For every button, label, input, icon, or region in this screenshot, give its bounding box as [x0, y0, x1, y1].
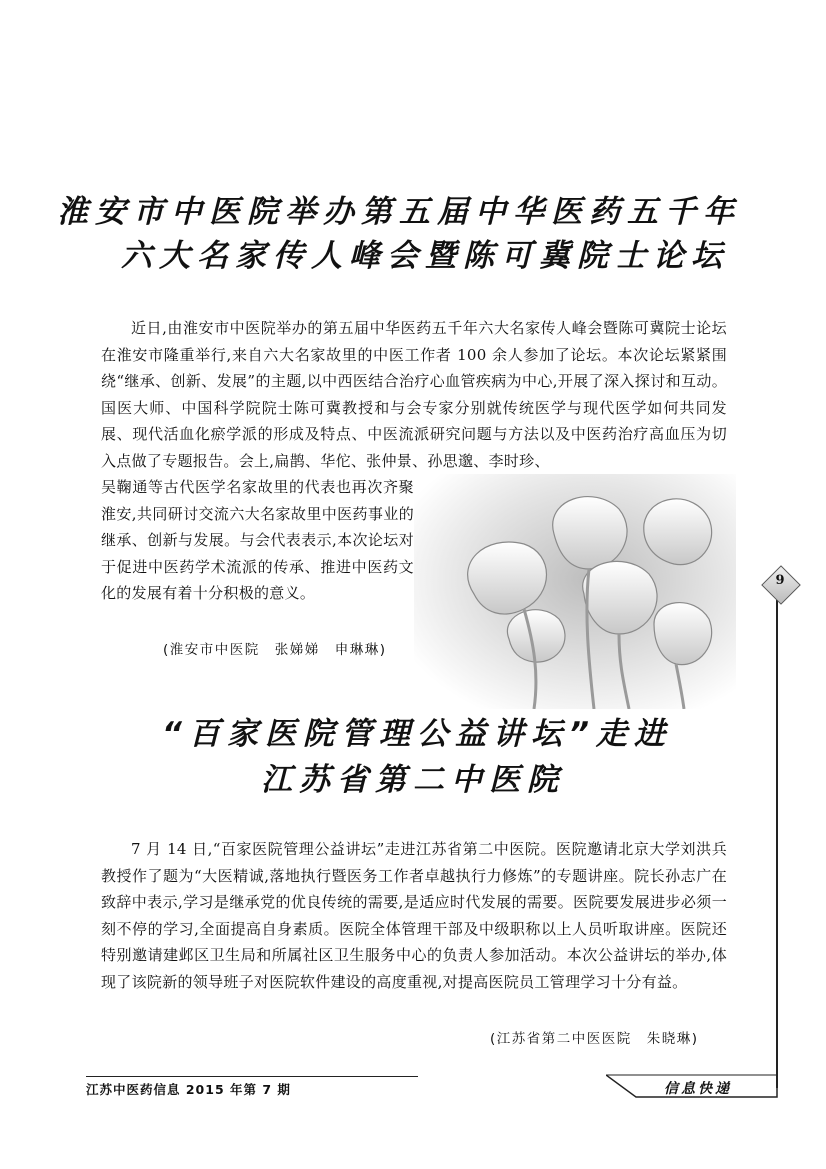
article1-title-line2: 六大名家传人峰会暨陈可冀院士论坛: [121, 238, 729, 274]
margin-rule: [776, 600, 778, 1088]
article2-byline: (江苏省第二中医医院 朱晓琳): [490, 1031, 699, 1047]
page-number: 9: [775, 573, 785, 588]
tulips-photo: [414, 474, 736, 709]
footer-rule: [86, 1076, 418, 1077]
journal-issue: 江苏中医药信息 2015 年第 7 期: [86, 1082, 291, 1097]
article2-paragraph: 7 月 14 日,“百家医院管理公益讲坛”走进江苏省第二中医院。医院邀请北京大学刘洪兵教授作了题为“大医精诚,落地执行暨医务工作者卓越执行力修炼”的专题讲座。院长孙志广在致辞中表示,学习是继承党的优良传统的需要,是适应时代发展的需要。医院要发展进步必须一刻不停的学习,全面提高自身素质。医院全体管理干部及中级职称以上人员听取讲座。医院还特别邀请建邺区卫生局和所属社区卫生服务中心的负责人参加活动。本次公益讲坛的举办,体现了该院新的领导班子对医院软件建设的高度重视,对提高医院员工管理学习十分有益。: [101, 840, 727, 991]
article1-title-line1: 淮安市中医院举办第五届中华医药五千年: [57, 194, 741, 230]
article1-paragraph-wrap: 吴鞠通等古代医学名家故里的代表也再次齐聚淮安,共同研讨交流六大名家故里中医药事业的继承、创新与发展。与会代表表示,本次论坛对于促进中医药学术流派的传承、推进中医药文化的发展有着十分积极的意义。: [101, 478, 414, 602]
section-label: 信息快递: [664, 1081, 732, 1097]
article2-title-line1: “百家医院管理公益讲坛”走进: [162, 716, 672, 752]
article2-title-line2: 江苏省第二中医院: [261, 762, 565, 798]
article1-byline: (淮安市中医院 张娣娣 申琳琳): [163, 642, 387, 658]
article1-paragraph: 近日,由淮安市中医院举办的第五届中华医药五千年六大名家传人峰会暨陈可冀院士论坛在淮安市隆重举行,来自六大名家故里的中医工作者 100 余人参加了论坛。本次论坛紧紧围绕“继承、创新、发展”的主题,以中西医结合治疗心血管疾病为中心,开展了深入探讨和互动。国医大师、中国科学院院士陈可冀教授和与会专家分别就传统医学与现代医学如何共同发展、现代活血化瘀学派的形成及特点、中医流派研究问题与方法以及中医药治疗高血压为切入点做了专题报告。会上,扁鹊、华佗、张仲景、孙思邈、李时珍、: [101, 319, 727, 470]
